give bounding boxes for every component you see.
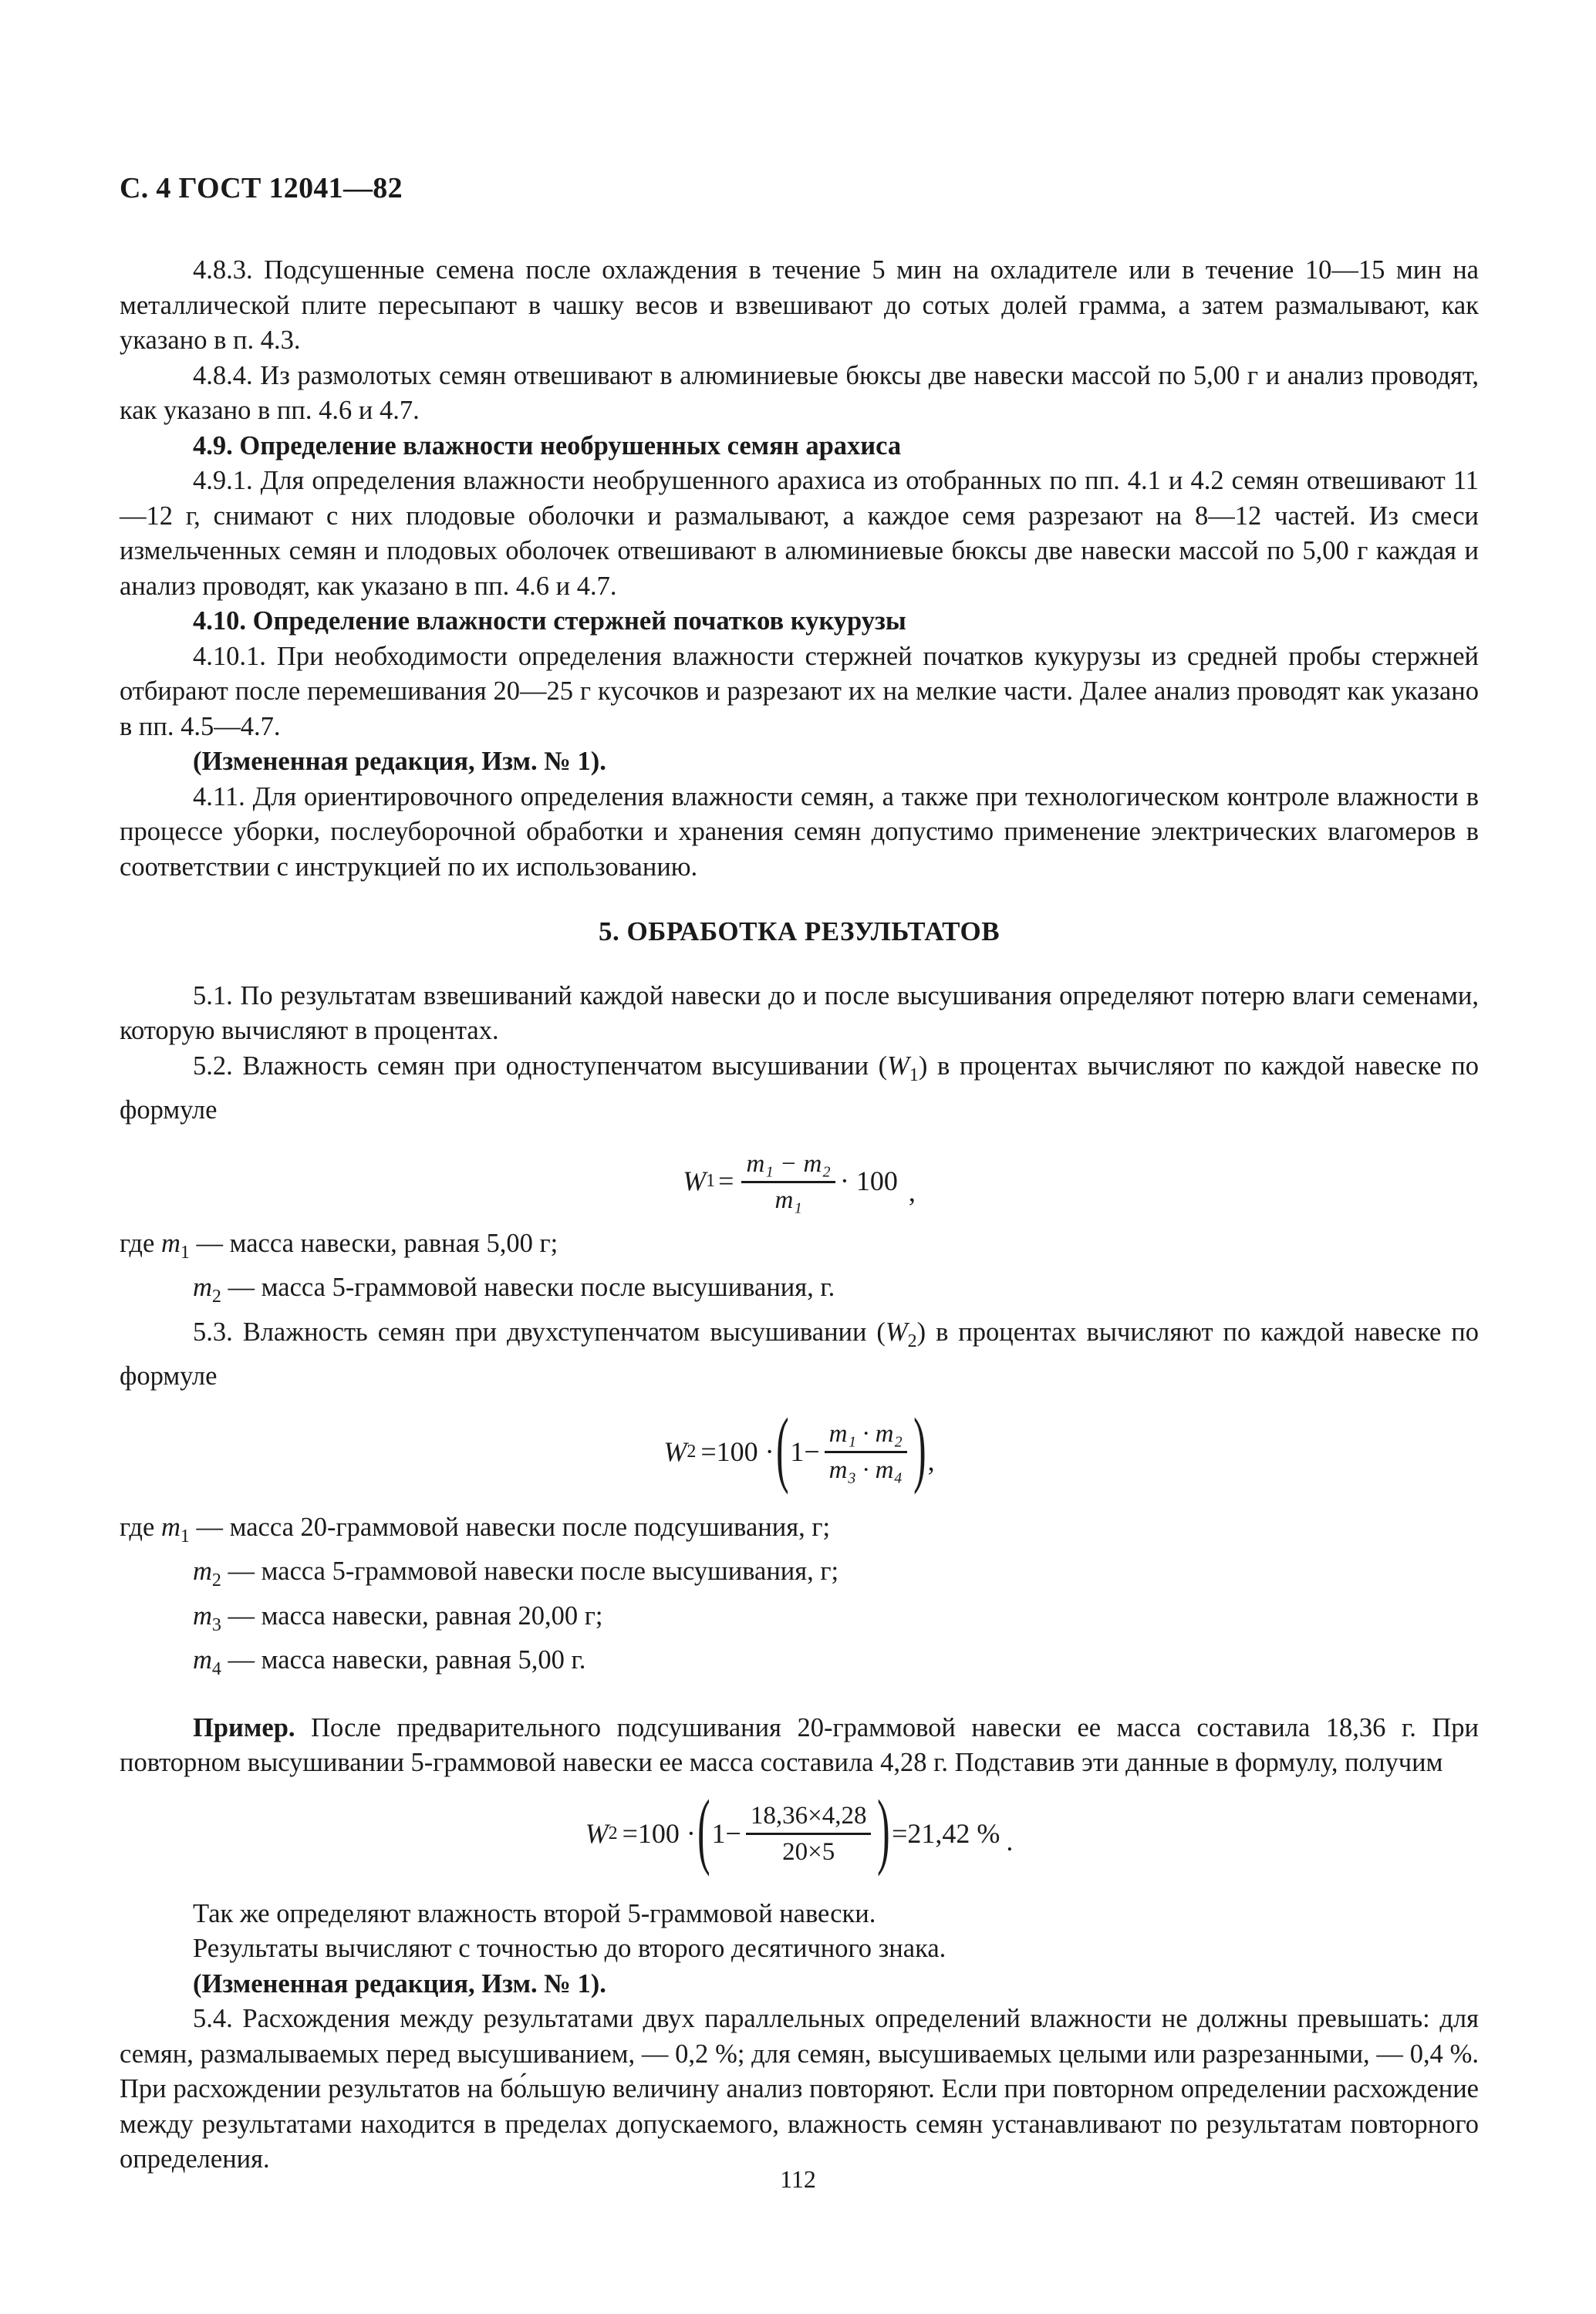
var-w: W bbox=[585, 1817, 609, 1849]
sub: 4 bbox=[211, 1659, 221, 1679]
page-number: 112 bbox=[780, 2165, 816, 2193]
var: m bbox=[160, 1228, 181, 1258]
legend-row bbox=[120, 1643, 1479, 1688]
numerator bbox=[825, 1418, 907, 1453]
amendment-note: (Измененная редакция, Изм. № 1). bbox=[193, 1968, 606, 1999]
paragraph-same: Так же определяют влажность второй 5-граммовой навески. bbox=[193, 1898, 876, 1928]
lead: где bbox=[120, 1512, 155, 1542]
legend-row bbox=[120, 1510, 1479, 1555]
legend-row bbox=[120, 1554, 1479, 1599]
paragraph-4-9-1: 4.9.1. Для определения влажности необрушенного арахиса из отобранных по пп. 4.1 и 4.2 семян отвешивают 11—12 г, снимают с них плодовые оболочки и размалывают, а каждое семя разрезают на 8—12 частей. Из смеси измельченных семян и плодовых оболочек отвешивают в алюминиевые бюксы две навески массой по 5,00 г каждая и анализ проводят, как указано в пп. 4.6 и 4.7. bbox=[120, 466, 1479, 601]
denominator bbox=[825, 1453, 907, 1486]
var: m bbox=[193, 1273, 212, 1302]
legend-row bbox=[120, 1226, 1479, 1271]
variable-legend-w1 bbox=[120, 1226, 1479, 1315]
amendment-note: (Измененная редакция, Изм. № 1). bbox=[193, 747, 606, 776]
paragraph-4-11: 4.11. Для ориентировочного определения влажности семян, а также при технологическом контроле влажности в процессе уборки, послеуборочной обработки и хранения семян допустимо применение электрических влагомеров в соответствии с инструкцией по их использованию. bbox=[120, 781, 1479, 882]
fraction bbox=[825, 1418, 907, 1486]
factor: · 100 bbox=[839, 1165, 898, 1197]
legend-text: — масса навески, равная 5,00 г; bbox=[189, 1228, 558, 1258]
var: m bbox=[193, 1601, 212, 1631]
prefix: =100 · bbox=[700, 1435, 774, 1467]
legend-text: — масса 5-граммовой навески после высушивания, г. bbox=[221, 1273, 835, 1302]
paragraph-5-3 bbox=[120, 1315, 1479, 1395]
sub: 2 bbox=[907, 1331, 917, 1351]
var-w: W bbox=[683, 1165, 707, 1197]
paragraph-5-1: 5.1. По результатам взвешиваний каждой навески до и после высушивания определяют потерю влаги семенами, которую вычисляют в процентах. bbox=[120, 980, 1479, 1045]
numerator: 18,36×4,28 bbox=[746, 1800, 872, 1835]
document-body bbox=[120, 253, 1479, 2177]
sub: 2 bbox=[687, 1441, 697, 1462]
var-w: W bbox=[885, 1317, 908, 1347]
sub: 1 bbox=[706, 1171, 716, 1192]
lead: где bbox=[120, 1228, 155, 1258]
paragraph-precision: Результаты вычисляют с точностью до второго десятичного знака. bbox=[193, 1934, 946, 1963]
heading-4-9: 4.9. Определение влажности необрушенных семян арахиса bbox=[193, 430, 902, 460]
section-title-5: 5. ОБРАБОТКА РЕЗУЛЬТАТОВ bbox=[598, 916, 1000, 946]
legend-text: — масса 20-граммовой навески после подсушивания, г; bbox=[189, 1512, 831, 1542]
one-minus: 1− bbox=[790, 1435, 820, 1467]
trailing-punct: . bbox=[1006, 1825, 1014, 1857]
equals-sign: = bbox=[718, 1165, 734, 1197]
denominator-text: m₁ bbox=[774, 1186, 802, 1214]
right-paren: ) bbox=[913, 1400, 926, 1495]
numerator-text: m₁ · m₂ bbox=[828, 1420, 903, 1448]
left-paren: ( bbox=[775, 1400, 789, 1495]
example-paragraph bbox=[120, 1711, 1479, 1781]
result: =21,42 % bbox=[892, 1817, 1000, 1849]
trailing-punct: , bbox=[927, 1445, 935, 1476]
legend-row bbox=[120, 1270, 1479, 1315]
var: m bbox=[193, 1645, 212, 1675]
formula-w2 bbox=[120, 1400, 1479, 1495]
denominator bbox=[770, 1183, 806, 1216]
text-run: ) в процентах вычисляют по каждой навеске по формуле bbox=[120, 1317, 1479, 1391]
numerator-text: m₁ − m₂ bbox=[746, 1149, 831, 1178]
var-w: W bbox=[663, 1435, 687, 1467]
sub: 2 bbox=[211, 1570, 221, 1590]
page-header: С. 4 ГОСТ 12041—82 bbox=[120, 172, 403, 204]
left-paren: ( bbox=[697, 1782, 710, 1877]
sub: 1 bbox=[180, 1242, 190, 1263]
paragraph-5-4: 5.4. Расхождения между результатами двух параллельных определений влажности не должны превышать: для семян, размалываемых перед высушиванием, — 0,2 %; для семян, высушиваемых целыми или разрезанными, — 0,4 %. При расхождении результатов на бо́льшую величину анализ повторяют. Если при повторном определении расхождение между результатами находится в пределах допускаемого, влажность семян устанавливают по результатам повторного определения. bbox=[120, 2004, 1479, 2174]
fraction bbox=[741, 1149, 835, 1216]
paragraph-5-2 bbox=[120, 1049, 1479, 1128]
var: m bbox=[193, 1557, 212, 1586]
denominator: 20×5 bbox=[782, 1838, 835, 1866]
variable-legend-w2 bbox=[120, 1510, 1479, 1688]
trailing-punct: , bbox=[908, 1176, 916, 1208]
paragraph-4-10-1: 4.10.1. При необходимости определения влажности стержней початков кукурузы из средней пробы стержней отбирают после перемешивания 20—25 г кусочков и разрезают их на мелкие части. Далее анализ проводят как указано в пп. 4.5—4.7. bbox=[120, 641, 1479, 741]
formula-example bbox=[120, 1782, 1479, 1877]
sub: 2 bbox=[211, 1287, 221, 1307]
paragraph-4-8-4: 4.8.4. Из размолотых семян отвешивают в алюминиевые бюксы две навески массой по 5,00 г и анализ проводят, как указано в пп. 4.6 и 4.7. bbox=[120, 360, 1479, 425]
legend-text: — масса навески, равная 5,00 г. bbox=[221, 1645, 586, 1675]
var: m bbox=[160, 1512, 181, 1542]
text-run: ) в процентах вычисляют по каждой навеске по формуле bbox=[120, 1051, 1479, 1125]
text-run: 5.3. Влажность семян при двухступенчатом высушивании ( bbox=[193, 1317, 886, 1347]
fraction bbox=[746, 1800, 872, 1867]
sub: 1 bbox=[180, 1526, 190, 1547]
right-paren: ) bbox=[877, 1782, 891, 1877]
prefix: =100 · bbox=[622, 1817, 696, 1849]
heading-4-10: 4.10. Определение влажности стержней початков кукурузы bbox=[193, 606, 906, 636]
sub: 1 bbox=[909, 1064, 919, 1085]
paragraph-4-8-3: 4.8.3. Подсушенные семена после охлаждения в течение 5 мин на охладителе или в течение 10—15 мин на металлической плите пересыпают в чашку весов и взвешивают до сотых долей грамма, а затем размалывают, как указано в п. 4.3. bbox=[120, 255, 1479, 355]
numerator bbox=[741, 1149, 835, 1183]
sub: 2 bbox=[608, 1823, 618, 1843]
example-text: После предварительного подсушивания 20-граммовой навески ее масса составила 18,36 г. При повторном высушивании 5-граммовой навески ее масса составила 4,28 г. Подставив эти данные в формулу, получим bbox=[120, 1712, 1479, 1777]
var-w: W bbox=[887, 1051, 909, 1081]
legend-text: — масса навески, равная 20,00 г; bbox=[221, 1601, 603, 1631]
formula-w1 bbox=[120, 1149, 1479, 1216]
text-run: 5.2. Влажность семян при одноступенчатом высушивании ( bbox=[193, 1051, 888, 1081]
legend-text: — масса 5-граммовой навески после высушивания, г; bbox=[221, 1557, 839, 1586]
denominator-text: m₃ · m₄ bbox=[828, 1456, 903, 1484]
sub: 3 bbox=[211, 1614, 221, 1635]
one-minus: 1− bbox=[711, 1817, 741, 1849]
example-label: Пример. bbox=[193, 1712, 295, 1742]
legend-row bbox=[120, 1599, 1479, 1644]
